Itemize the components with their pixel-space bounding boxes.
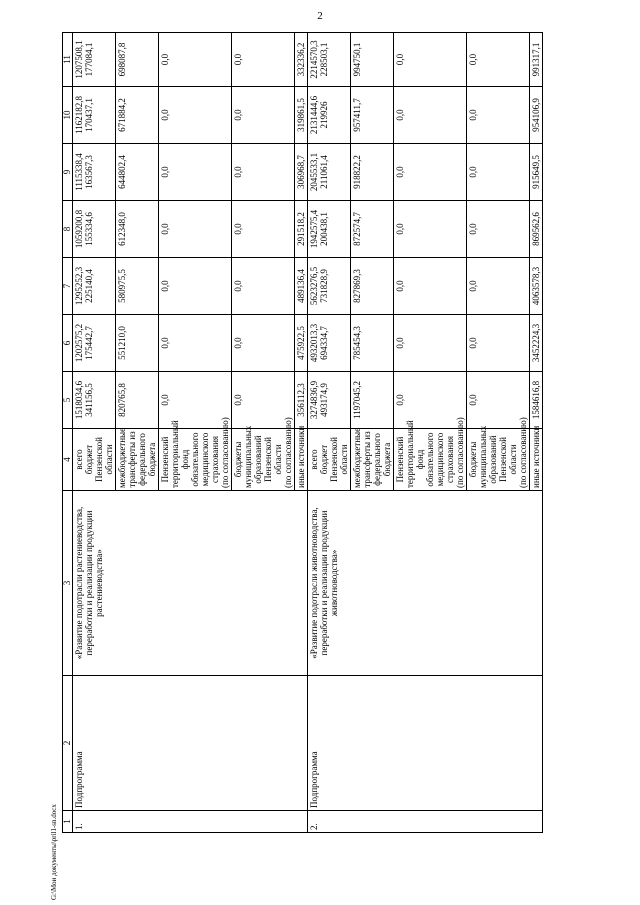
page-number: 2 xyxy=(317,10,323,22)
value: 211061,4 xyxy=(319,155,329,189)
item-number: 2. xyxy=(308,811,543,833)
value: 0,0 xyxy=(233,337,243,349)
value: 306968,7 xyxy=(296,155,306,189)
value-cell-v7 xyxy=(467,258,530,315)
funding-source-line: образований xyxy=(488,435,498,484)
value: 0,0 xyxy=(395,109,405,121)
funding-source-line: медицинского xyxy=(435,432,445,487)
value: 954106,9 xyxy=(531,98,541,132)
value: 4063578,3 xyxy=(531,266,541,306)
value: 698087,8 xyxy=(117,42,127,77)
value-cell-v9 xyxy=(73,144,116,201)
value: 0,0 xyxy=(160,109,170,121)
value: 1197045,2 xyxy=(352,381,362,419)
funding-source-line: страхования xyxy=(210,435,220,484)
value: 3274836,9 xyxy=(309,380,319,420)
value-cell-v9 xyxy=(159,144,232,201)
value-cell-v8 xyxy=(308,201,351,258)
funding-source-line: бюджета xyxy=(147,442,157,477)
value: 0,0 xyxy=(468,53,478,66)
value: 170437,1 xyxy=(84,98,94,132)
value: 0,0 xyxy=(233,109,243,121)
col-header: 11 xyxy=(63,33,73,87)
col-header: 5 xyxy=(63,372,73,429)
value-cell-v11 xyxy=(394,33,467,87)
funding-source-line: трансферты из xyxy=(362,431,372,488)
funding-source-line: иные источники xyxy=(296,425,306,488)
value: 163567,3 xyxy=(84,155,94,189)
value-cell-v9 xyxy=(232,144,295,201)
value: 0,0 xyxy=(468,337,478,349)
value: 319861,5 xyxy=(296,98,306,132)
value: 177084,1 xyxy=(84,42,94,77)
value: 356112,3 xyxy=(296,383,306,417)
funding-source-line: Пензенской xyxy=(263,437,273,482)
value-cell-v9 xyxy=(308,144,351,201)
value: 551210,0 xyxy=(117,326,127,360)
value: 0,0 xyxy=(160,53,170,66)
value-cell-v11 xyxy=(308,33,351,87)
funding-source-line: территориальный xyxy=(405,420,415,488)
value-cell-v8 xyxy=(116,201,159,258)
value-cell-v10 xyxy=(308,87,351,144)
funding-source xyxy=(73,429,116,491)
value: 0,0 xyxy=(233,53,243,66)
value-cell-v10 xyxy=(467,87,530,144)
value-cell-v8 xyxy=(467,201,530,258)
value-cell-v6 xyxy=(467,315,530,372)
funding-source-line: муниципальных xyxy=(478,425,488,488)
value-cell-v5 xyxy=(73,372,116,429)
value: 612348,0 xyxy=(117,212,127,246)
funding-source-line: фонд xyxy=(415,449,425,470)
value-cell-v8 xyxy=(295,201,308,258)
value: 644802,4 xyxy=(117,155,127,189)
value-cell-v8 xyxy=(351,201,394,258)
value-cell-v11 xyxy=(116,33,159,87)
value-cell-v10 xyxy=(116,87,159,144)
subprogram-title: «Развитие подотрасли животноводства, переработки и реализации продукции животноводства» xyxy=(308,491,543,676)
funding-source xyxy=(530,425,543,491)
value: 1115338,4 xyxy=(74,153,84,191)
value: 0,0 xyxy=(395,223,405,235)
funding-source-line: межбюджетные xyxy=(117,427,127,488)
funding-source-line: Пензенской xyxy=(498,437,508,482)
col-header: 8 xyxy=(63,201,73,258)
funding-source-line: бюджеты xyxy=(468,441,478,478)
value-cell-v6 xyxy=(351,315,394,372)
value: 4932013,3 xyxy=(309,323,319,363)
value: 580975,5 xyxy=(117,269,127,303)
funding-source-line: бюджет xyxy=(319,444,329,475)
funding-source xyxy=(295,425,308,491)
value: 785454,3 xyxy=(352,326,362,360)
value: 918822,2 xyxy=(352,155,362,189)
value-cell-v11 xyxy=(295,33,308,87)
value-cell-v7 xyxy=(351,258,394,315)
value: 475922,5 xyxy=(296,326,306,360)
value: 0,0 xyxy=(160,280,170,292)
value-cell-v11 xyxy=(351,33,394,87)
funding-source-line: федерального xyxy=(372,433,382,486)
value: 0,0 xyxy=(468,109,478,121)
table-body xyxy=(63,33,543,833)
value-cell-v10 xyxy=(295,87,308,144)
funding-source-line: межбюджетные xyxy=(352,427,362,488)
table-row xyxy=(308,33,351,833)
value: 0,0 xyxy=(468,280,478,292)
value: 155334,6 xyxy=(84,212,94,246)
value-cell-v7 xyxy=(394,258,467,315)
funding-source-line: фонд xyxy=(180,449,190,470)
value: 1207508,1 xyxy=(74,40,84,79)
funding-source-line: территориальный xyxy=(170,420,180,488)
value: 694334,7 xyxy=(319,326,329,360)
value: 5623276,5 xyxy=(309,266,319,306)
col-header: 2 xyxy=(63,676,73,811)
col-header: 10 xyxy=(63,87,73,144)
value-cell-v11 xyxy=(159,33,232,87)
value: 0,0 xyxy=(160,166,170,178)
value: 0,0 xyxy=(395,166,405,178)
value: 0,0 xyxy=(395,53,405,66)
value: 2214570,3 xyxy=(309,40,319,79)
funding-source-line: Пензенской xyxy=(94,437,104,482)
value: 1202575,2 xyxy=(74,323,84,363)
item-number: 1. xyxy=(73,811,308,833)
value: 915649,5 xyxy=(531,155,541,189)
value-cell-v6 xyxy=(116,315,159,372)
value-cell-v7 xyxy=(295,258,308,315)
value-cell-v9 xyxy=(351,144,394,201)
funding-source-line: бюджета xyxy=(382,442,392,477)
funding-source-line: всего xyxy=(309,449,319,470)
value-cell-v10 xyxy=(394,87,467,144)
funding-source-line: (по согласованию) xyxy=(455,417,465,488)
value-cell-v6 xyxy=(232,315,295,372)
value-cell-v11 xyxy=(530,33,543,87)
item-type: Подпрограмма xyxy=(308,676,543,811)
value: 1162182,8 xyxy=(74,96,84,134)
column-number-row xyxy=(63,33,73,833)
funding-source-line: (по согласованию) xyxy=(220,417,230,488)
value: 872574,7 xyxy=(352,212,362,246)
value-cell-v8 xyxy=(394,201,467,258)
value: 0,0 xyxy=(395,394,405,406)
value: 341156,5 xyxy=(84,383,94,417)
col-header: 4 xyxy=(63,429,73,491)
funding-source-line: страхования xyxy=(445,435,455,484)
rotated-table-wrapper xyxy=(62,33,582,833)
funding-source xyxy=(116,429,159,491)
value: 493174,9 xyxy=(319,383,329,417)
value-cell-v10 xyxy=(232,87,295,144)
value: 671884,2 xyxy=(117,98,127,132)
value-cell-v5 xyxy=(295,372,308,429)
funding-source-line: образований xyxy=(253,435,263,484)
value: 1584616,8 xyxy=(531,380,541,420)
value-cell-v9 xyxy=(467,144,530,201)
value-cell-v6 xyxy=(530,315,543,372)
funding-source-line: области xyxy=(273,444,283,475)
col-header: 9 xyxy=(63,144,73,201)
col-header: 7 xyxy=(63,258,73,315)
funding-source-line: Пензенский xyxy=(160,436,170,483)
value: 994750,1 xyxy=(352,42,362,77)
value: 991317,1 xyxy=(531,42,541,77)
value-cell-v10 xyxy=(159,87,232,144)
funding-source-line: обязательного xyxy=(425,432,435,487)
item-type: Подпрограмма xyxy=(73,676,308,811)
value: 0,0 xyxy=(233,280,243,292)
value-cell-v5 xyxy=(308,372,351,429)
value: 0,0 xyxy=(233,223,243,235)
value-cell-v9 xyxy=(530,144,543,201)
funding-source-line: области xyxy=(508,444,518,475)
value-cell-v6 xyxy=(73,315,116,372)
value-cell-v10 xyxy=(73,87,116,144)
funding-source xyxy=(232,417,295,491)
value-cell-v6 xyxy=(295,315,308,372)
value-cell-v8 xyxy=(232,201,295,258)
funding-source xyxy=(159,417,232,491)
value-cell-v5 xyxy=(351,372,394,429)
col-header: 3 xyxy=(63,491,73,676)
value: 489136,4 xyxy=(296,269,306,303)
value: 1059200,8 xyxy=(74,209,84,249)
value: 1295252,3 xyxy=(74,266,84,306)
value: 0,0 xyxy=(468,166,478,178)
funding-source-line: всего xyxy=(74,449,84,470)
value: 228503,1 xyxy=(319,42,329,77)
value: 820765,8 xyxy=(117,383,127,417)
value: 3452224,3 xyxy=(531,323,541,363)
value: 291518,2 xyxy=(296,212,306,246)
funding-source xyxy=(351,429,394,491)
value: 225140,4 xyxy=(84,269,94,303)
value: 2131444,6 xyxy=(309,95,319,135)
funding-source xyxy=(467,417,530,491)
funding-source-line: бюджет xyxy=(84,444,94,475)
subprogram-title: «Развитие подотрасли растениеводства, переработки и реализации продукции растениеводства» xyxy=(73,491,308,676)
funding-source-line: бюджеты xyxy=(233,441,243,478)
table-row xyxy=(73,33,116,833)
funding-source-line: иные источники xyxy=(531,425,541,488)
value: 2045533,1 xyxy=(309,152,319,192)
value: 0,0 xyxy=(160,223,170,235)
value-cell-v7 xyxy=(308,258,351,315)
value-cell-v9 xyxy=(116,144,159,201)
value: 1518034,6 xyxy=(74,380,84,420)
funding-source-line: муниципальных xyxy=(243,425,253,488)
value: 219926 xyxy=(319,101,329,129)
value: 0,0 xyxy=(395,337,405,349)
funding-source-line: (по согласованию) xyxy=(518,417,528,488)
value-cell-v10 xyxy=(351,87,394,144)
funding-source-line: (по согласованию) xyxy=(283,417,293,488)
value: 0,0 xyxy=(233,394,243,406)
value: 200438,1 xyxy=(319,212,329,246)
value-cell-v8 xyxy=(73,201,116,258)
value-cell-v11 xyxy=(73,33,116,87)
funding-source xyxy=(394,417,467,491)
value-cell-v11 xyxy=(232,33,295,87)
file-path-footer: G:\Мои документы\pril1-sn.docx xyxy=(50,804,58,900)
value: 957411,7 xyxy=(352,98,362,132)
funding-source-line: трансферты из xyxy=(127,431,137,488)
value: 0,0 xyxy=(160,337,170,349)
value: 0,0 xyxy=(468,394,478,406)
value: 175442,7 xyxy=(84,326,94,360)
funding-source-line: области xyxy=(104,444,114,475)
funding-source-line: медицинского xyxy=(200,432,210,487)
funding-source-line: федерального xyxy=(137,433,147,486)
value: 731828,9 xyxy=(319,269,329,303)
value: 1942575,4 xyxy=(309,209,319,249)
value-cell-v6 xyxy=(159,315,232,372)
value: 869562,6 xyxy=(531,212,541,246)
value-cell-v7 xyxy=(159,258,232,315)
value-cell-v5 xyxy=(116,372,159,429)
value-cell-v8 xyxy=(159,201,232,258)
funding-source-line: Пензенской xyxy=(329,437,339,482)
value: 827869,3 xyxy=(352,269,362,303)
col-header: 1 xyxy=(63,811,73,833)
funding-source-line: области xyxy=(339,444,349,475)
value-cell-v7 xyxy=(116,258,159,315)
value-cell-v6 xyxy=(394,315,467,372)
value-cell-v9 xyxy=(394,144,467,201)
value-cell-v5 xyxy=(530,372,543,429)
funding-source xyxy=(308,429,351,491)
value: 0,0 xyxy=(233,166,243,178)
value: 0,0 xyxy=(468,223,478,235)
funding-source-line: обязательного xyxy=(190,432,200,487)
value-cell-v9 xyxy=(295,144,308,201)
value-cell-v7 xyxy=(73,258,116,315)
value: 0,0 xyxy=(395,280,405,292)
value-cell-v6 xyxy=(308,315,351,372)
budget-table xyxy=(62,32,543,833)
value-cell-v7 xyxy=(530,258,543,315)
value: 0,0 xyxy=(160,394,170,406)
funding-source-line: Пензенский xyxy=(395,436,405,483)
col-header: 6 xyxy=(63,315,73,372)
value-cell-v10 xyxy=(530,87,543,144)
value-cell-v7 xyxy=(232,258,295,315)
value-cell-v11 xyxy=(467,33,530,87)
value-cell-v8 xyxy=(530,201,543,258)
value: 332336,2 xyxy=(296,42,306,77)
